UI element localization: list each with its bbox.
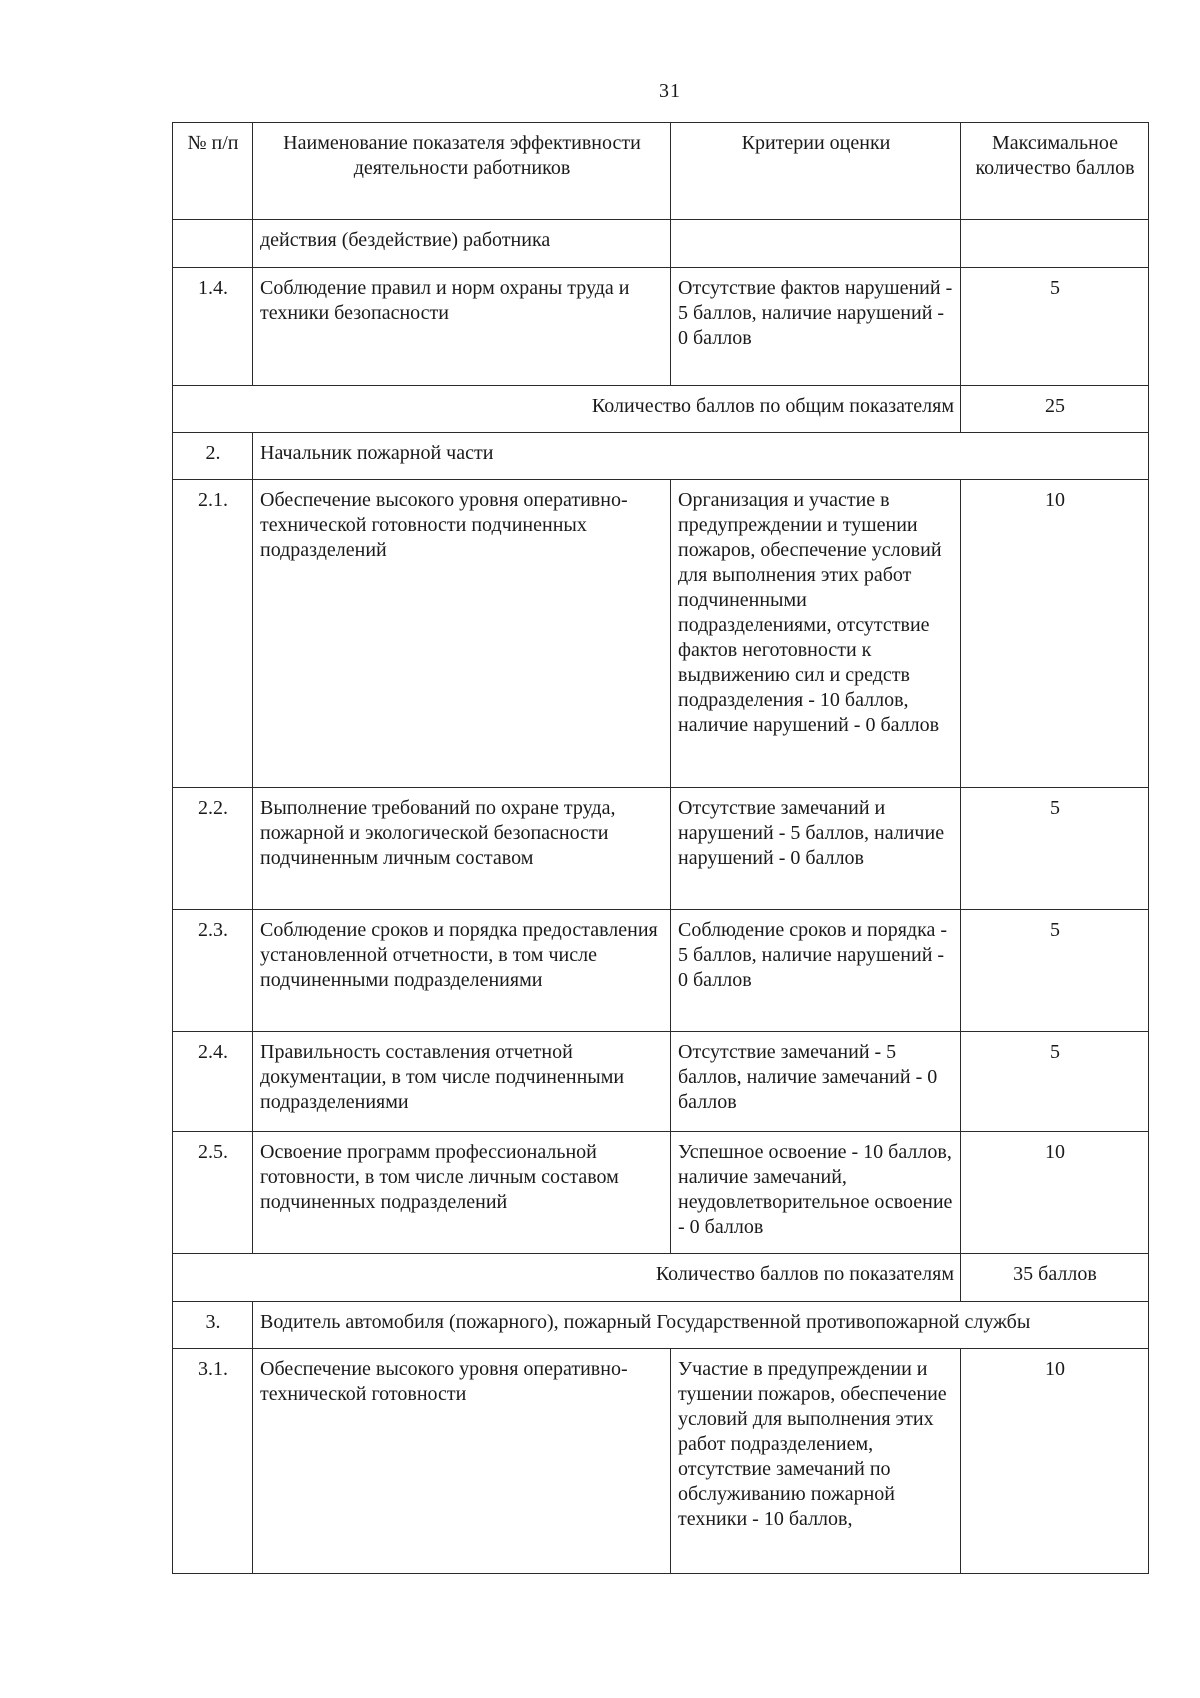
cell-max: 10 bbox=[961, 1132, 1149, 1254]
table-row bbox=[173, 1032, 1149, 1132]
section-title: Начальник пожарной части bbox=[253, 433, 1149, 480]
section-row bbox=[173, 433, 1149, 480]
section-title: Водитель автомобиля (пожарного), пожарный Государственной противопожарной службы bbox=[253, 1302, 1149, 1349]
cell-name: Правильность составления отчетной документации, в том числе подчиненными подразделениями bbox=[253, 1032, 671, 1132]
section-num: 3. bbox=[173, 1302, 253, 1349]
table-row bbox=[173, 1349, 1149, 1574]
cell-name: Обеспечение высокого уровня оперативно-технической готовности подчиненных подразделений bbox=[253, 480, 671, 788]
cell-name: Соблюдение сроков и порядка предоставления установленной отчетности, в том числе подчиненными подразделениями bbox=[253, 910, 671, 1032]
total-row bbox=[173, 1254, 1149, 1302]
cell-criteria: Отсутствие фактов нарушений - 5 баллов, наличие нарушений - 0 баллов bbox=[671, 268, 961, 386]
total-label: Количество баллов по общим показателям bbox=[173, 386, 961, 433]
cell-num: 2.3. bbox=[173, 910, 253, 1032]
total-label: Количество баллов по показателям bbox=[173, 1254, 961, 1302]
header-max: Максимальное количество баллов bbox=[961, 123, 1149, 220]
cell-max: 10 bbox=[961, 480, 1149, 788]
cell-max: 5 bbox=[961, 910, 1149, 1032]
total-value: 35 баллов bbox=[961, 1254, 1149, 1302]
header-criteria: Критерии оценки bbox=[671, 123, 961, 220]
cell-name: Выполнение требований по охране труда, пожарной и экологической безопасности подчиненным личным составом bbox=[253, 788, 671, 910]
cell-num: 2.4. bbox=[173, 1032, 253, 1132]
cell-num: 2.2. bbox=[173, 788, 253, 910]
table-row bbox=[173, 1132, 1149, 1254]
cell-criteria: Участие в предупреждении и тушении пожаров, обеспечение условий для выполнения этих работ подразделением, отсутствие замечаний по обслуживанию пожарной техники - 10 баллов, bbox=[671, 1349, 961, 1574]
table-row bbox=[173, 480, 1149, 788]
cell-num: 3.1. bbox=[173, 1349, 253, 1574]
cell-criteria: Отсутствие замечаний и нарушений - 5 баллов, наличие нарушений - 0 баллов bbox=[671, 788, 961, 910]
table-row bbox=[173, 910, 1149, 1032]
cell-name: действия (бездействие) работника bbox=[253, 220, 671, 268]
cell-criteria: Организация и участие в предупреждении и тушении пожаров, обеспечение условий для выполнения этих работ подчиненными подразделениями, отсутствие фактов неготовности к выдвижению сил и средств подразделения - 10 баллов, наличие нарушений - 0 баллов bbox=[671, 480, 961, 788]
section-row bbox=[173, 1302, 1149, 1349]
page-number: 31 bbox=[659, 80, 681, 102]
table-row bbox=[173, 268, 1149, 386]
cell-max: 10 bbox=[961, 1349, 1149, 1574]
cell-criteria: Соблюдение сроков и порядка - 5 баллов, наличие нарушений - 0 баллов bbox=[671, 910, 961, 1032]
cell-max: 5 bbox=[961, 788, 1149, 910]
header-num: № п/п bbox=[173, 123, 253, 220]
cell-max: 5 bbox=[961, 268, 1149, 386]
table-row bbox=[173, 220, 1149, 268]
criteria-table bbox=[172, 122, 1149, 1574]
cell-name: Обеспечение высокого уровня оперативно-технической готовности bbox=[253, 1349, 671, 1574]
header-name: Наименование показателя эффективности деятельности работников bbox=[253, 123, 671, 220]
cell-criteria bbox=[671, 220, 961, 268]
cell-max bbox=[961, 220, 1149, 268]
cell-num: 2.5. bbox=[173, 1132, 253, 1254]
cell-criteria: Отсутствие замечаний - 5 баллов, наличие замечаний - 0 баллов bbox=[671, 1032, 961, 1132]
cell-name: Освоение программ профессиональной готовности, в том числе личным составом подчиненных подразделений bbox=[253, 1132, 671, 1254]
cell-criteria: Успешное освоение - 10 баллов, наличие замечаний, неудовлетворительное освоение - 0 баллов bbox=[671, 1132, 961, 1254]
cell-max: 5 bbox=[961, 1032, 1149, 1132]
total-value: 25 bbox=[961, 386, 1149, 433]
table-header-row bbox=[173, 123, 1149, 220]
total-row bbox=[173, 386, 1149, 433]
section-num: 2. bbox=[173, 433, 253, 480]
cell-name: Соблюдение правил и норм охраны труда и техники безопасности bbox=[253, 268, 671, 386]
cell-num: 1.4. bbox=[173, 268, 253, 386]
cell-num bbox=[173, 220, 253, 268]
table-row bbox=[173, 788, 1149, 910]
cell-num: 2.1. bbox=[173, 480, 253, 788]
